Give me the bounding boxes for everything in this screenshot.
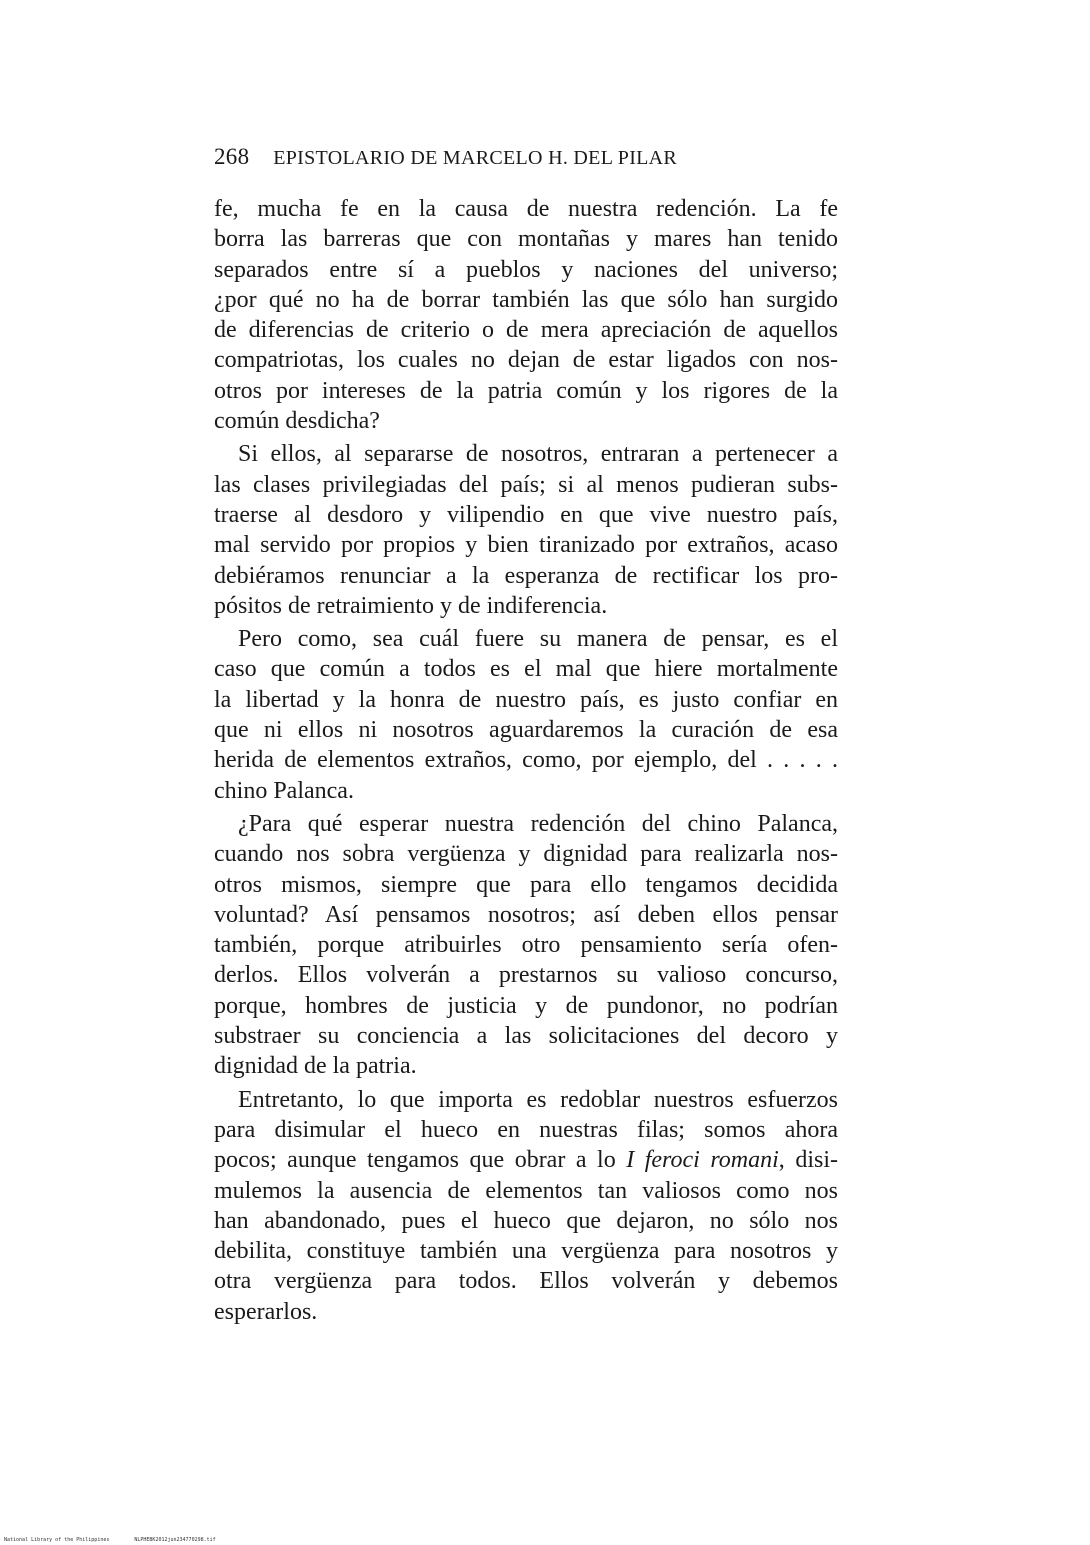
text-line: fe, mucha fe en la causa de nuestra redención. La fe	[214, 196, 838, 222]
text-line: Pero como, sea cuál fuere su manera de pensar, es el	[238, 626, 838, 653]
text-line: otra vergüenza para todos. Ellos volverán y debemos	[214, 1268, 838, 1295]
body-text	[214, 194, 838, 1327]
text-line: mal servido por propios y bien tiranizado por extraños, acaso	[214, 532, 838, 559]
text-line: herida de elementos extraños, como, por ejemplo, del . . . . .	[214, 747, 838, 774]
text-line: pósitos de retraimiento y de indiferencia.	[214, 592, 608, 619]
page-number: 268	[214, 144, 250, 169]
text-line: traerse al desdoro y vilipendio en que vive nuestro país,	[214, 501, 838, 528]
text-line: Entretanto, lo que importa es redoblar nuestros esfuerzos	[238, 1086, 838, 1113]
text-line: derlos. Ellos volverán a prestarnos su valioso concurso,	[214, 962, 838, 989]
text-line: compatriotas, los cuales no dejan de estar ligados con nos-	[214, 347, 838, 374]
paragraph	[214, 624, 838, 806]
text-line: substraer su conciencia a las solicitaciones del decoro y	[214, 1023, 838, 1050]
scan-footer	[4, 1537, 216, 1543]
page-header	[214, 144, 774, 170]
text-line: esperarlos.	[214, 1298, 318, 1325]
text-line: otros mismos, siempre que para ello tengamos decidida	[214, 871, 838, 898]
text-line: dignidad de la patria.	[214, 1053, 417, 1080]
paragraph	[214, 809, 838, 1082]
text-line: debiéramos renunciar a la esperanza de rectificar los pro-	[214, 562, 838, 589]
text-line: para disimular el hueco en nuestras filas; somos ahora	[214, 1116, 838, 1143]
text-line: ¿Para qué esperar nuestra redención del chino Palanca,	[238, 810, 838, 837]
text-line: otros por intereses de la patria común y los rigores de la	[214, 377, 838, 404]
italic-phrase: I feroci romani	[626, 1147, 779, 1174]
text-line: Si ellos, al separarse de nosotros, entraran a pertenecer a	[238, 441, 838, 468]
text-line: ¿por qué no ha de borrar también las que sólo han surgido	[214, 286, 838, 313]
running-title: EPISTOLARIO DE MARCELO H. DEL PILAR	[273, 147, 678, 169]
paragraph	[214, 1085, 838, 1327]
text-line: debilita, constituye también una vergüenza para nosotros y	[214, 1238, 838, 1265]
text-line: chino Palanca.	[214, 777, 354, 804]
paragraph	[214, 439, 838, 621]
text-line: común desdicha?	[214, 408, 380, 435]
text-line: porque, hombres de justicia y de pundonor, no podrían	[214, 992, 838, 1019]
text-line: pocos; aunque tengamos que obrar a lo I feroci romani, disi-	[214, 1147, 838, 1174]
text-line: voluntad? Así pensamos nosotros; así deben ellos pensar	[214, 901, 838, 928]
text-line: han abandonado, pues el hueco que dejaron, no sólo nos	[214, 1207, 838, 1234]
text-line: borra las barreras que con montañas y mares han tenido	[214, 226, 838, 253]
text-line: separados entre sí a pueblos y naciones del universo;	[214, 256, 838, 283]
text-line: la libertad y la honra de nuestro país, es justo confiar en	[214, 686, 838, 713]
footer-library: National Library of the Philippines	[4, 1537, 110, 1543]
text-line: las clases privilegiadas del país; si al menos pudieran subs-	[214, 471, 838, 498]
text-line: de diferencias de criterio o de mera apreciación de aquellos	[214, 317, 838, 344]
text-line: mulemos la ausencia de elementos tan valiosos como nos	[214, 1177, 838, 1204]
text-line: que ni ellos ni nosotros aguardaremos la curación de esa	[214, 717, 838, 744]
text-line: también, porque atribuirles otro pensamiento sería ofen-	[214, 932, 838, 959]
text-line: caso que común a todos es el mal que hiere mortalmente	[214, 656, 838, 683]
text-line: cuando nos sobra vergüenza y dignidad para realizarla nos-	[214, 841, 838, 868]
footer-file: NLPHEBK2012jun234770298.tif	[134, 1537, 216, 1543]
paragraph	[214, 194, 838, 436]
